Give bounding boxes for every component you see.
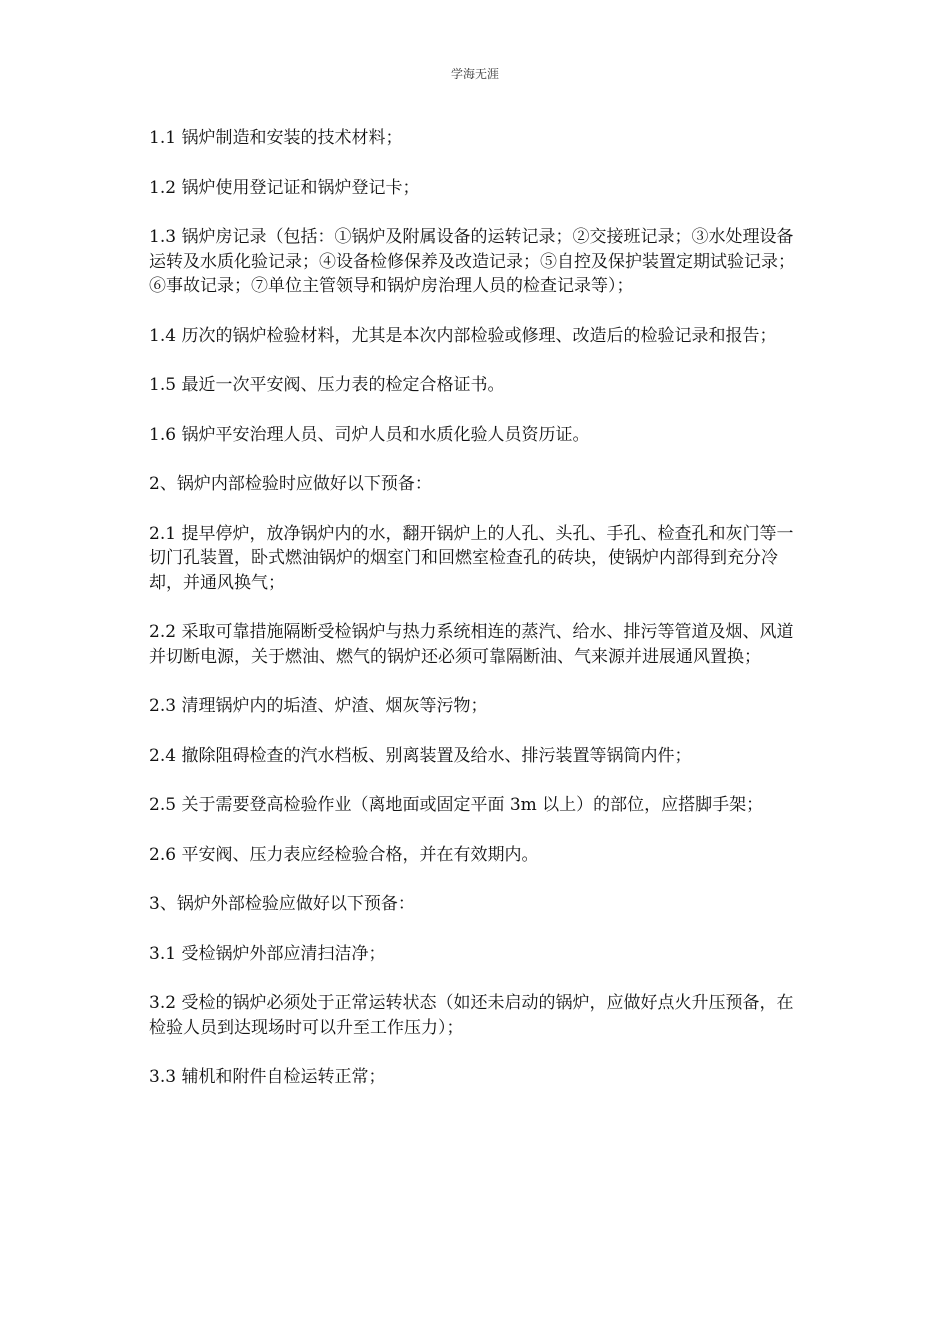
- paragraph-2-4: 2.4 撤除阻碍检查的汽水档板、别离装置及给水、排污装置等锅筒内件；: [149, 745, 692, 766]
- section-heading-2: 2、锅炉内部检验时应做好以下预备：: [149, 474, 432, 494]
- paragraph-2-5: 2.5 关于需要登高检验作业（离地面或固定平面 3m 以上）的部位，应搭脚手架；: [149, 795, 764, 815]
- paragraph-2-1: 2.1 提早停炉，放净锅炉内的水，翻开锅炉上的人孔、头孔、手孔、检查孔和灰门等一切门孔装置，卧式燃油锅炉的烟室门和回燃室检查孔的砖块，使锅炉内部得到充分冷却，并通风换气；: [149, 523, 794, 593]
- paragraph-1-1: 1.1 锅炉制造和安装的技术材料；: [149, 128, 403, 148]
- section-heading-3: 3、锅炉外部检验应做好以下预备：: [149, 894, 415, 914]
- paragraph-1-6: 1.6 锅炉平安治理人员、司炉人员和水质化验人员资历证。: [149, 424, 590, 445]
- paragraph-1-4: 1.4 历次的锅炉检验材料，尤其是本次内部检验或修理、改造后的检验记录和报告；: [149, 325, 777, 346]
- paragraph-1-5: 1.5 最近一次平安阀、压力表的检定合格证书。: [149, 375, 505, 395]
- paragraph-2-3: 2.3 清理锅炉内的垢渣、炉渣、烟灰等污物；: [149, 696, 488, 716]
- paragraph-2-2: 2.2 采取可靠措施隔断受检锅炉与热力系统相连的蒸汽、给水、排污等管道及烟、风道并切断电源，关于燃油、燃气的锅炉还必须可靠隔断油、气来源并进展通风置换；: [149, 622, 794, 667]
- paragraph-1-2: 1.2 锅炉使用登记证和锅炉登记卡；: [149, 177, 420, 198]
- paragraph-1-3: 1.3 锅炉房记录（包括：①锅炉及附属设备的运转记录；②交接班记录；③水处理设备运转及水质化验记录；④设备检修保养及改造记录；⑤自控及保护装置定期试验记录；⑥事故记录；⑦单位主管领导和锅炉房治理人员的检查记录等）；: [149, 227, 795, 296]
- paragraph-3-2: 3.2 受检的锅炉必须处于正常运转状态（如还未启动的锅炉，应做好点火升压预备，在检验人员到达现场时可以升至工作压力）；: [149, 993, 794, 1038]
- page-header: 学海无涯: [450, 67, 499, 81]
- document-body: [149, 126, 801, 1115]
- paragraph-2-6: 2.6 平安阀、压力表应经检验合格，并在有效期内。: [149, 844, 539, 865]
- paragraph-3-3: 3.3 辅机和附件自检运转正常；: [149, 1067, 386, 1087]
- paragraph-3-1: 3.1 受检锅炉外部应清扫洁净；: [149, 943, 386, 964]
